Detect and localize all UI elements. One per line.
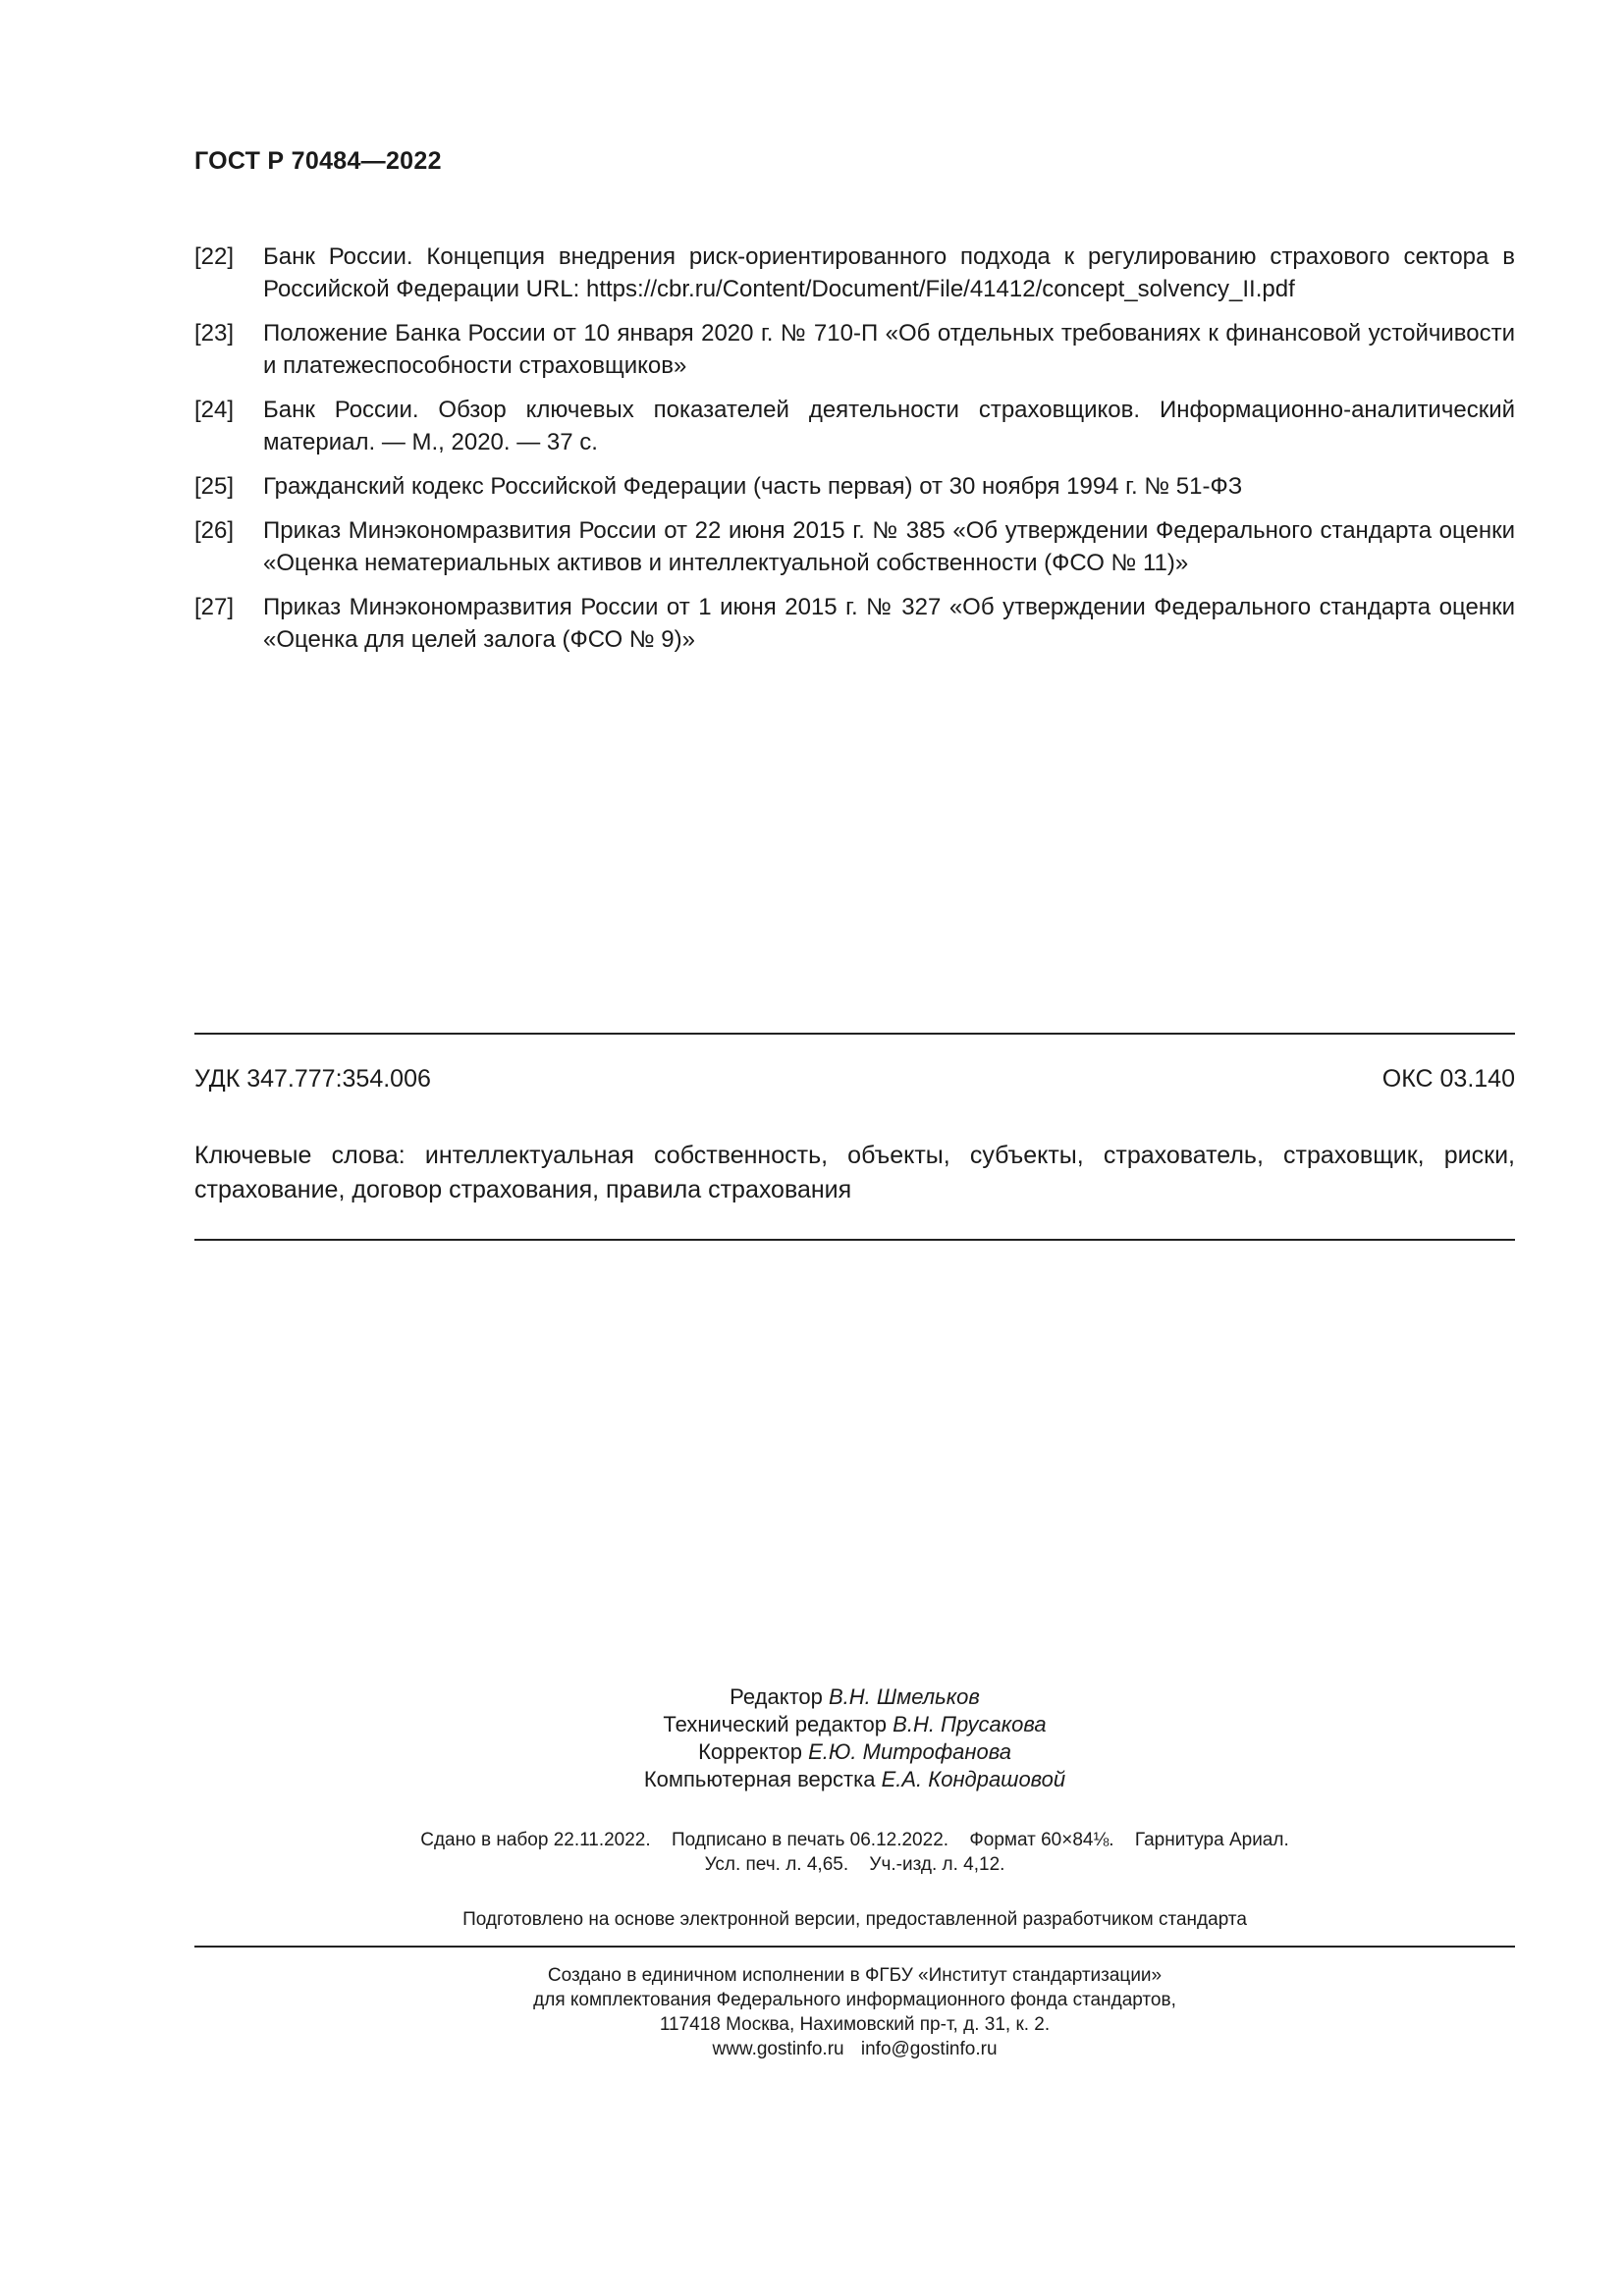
print-details-line [194,1828,1515,1852]
staff-role: Компьютерная верстка [643,1767,876,1791]
typeset-date: Сдано в набор 22.11.2022. [420,1830,651,1850]
paper-format: Формат 60×84⅛. [969,1830,1114,1850]
reference-text: Гражданский кодекс Российской Федерации (часть первая) от 30 ноября 1994 г. № 51-ФЗ [263,473,1243,500]
reference-number: [22] [194,243,235,270]
reference-item [194,394,1515,458]
publisher-sheets: Уч.-изд. л. 4,12. [869,1854,1005,1875]
standard-code-header: ГОСТ Р 70484—2022 [194,147,442,175]
publisher-line: Создано в единичном исполнении в ФГБУ «Институт стандартизации» [547,1965,1163,1986]
reference-text: Приказ Минэкономразвития России от 1 июня 2015 г. № 327 «Об утверждении Федерального стандарта оценки «Оценка для целей залога (ФСО № 9)» [263,594,1515,653]
reference-item [194,470,1515,503]
staff-name: Е.Ю. Митрофанова [808,1739,1011,1764]
staff-role: Технический редактор [663,1712,888,1736]
signed-date: Подписано в печать 06.12.2022. [671,1830,949,1850]
reference-text: Приказ Минэкономразвития России от 22 июня 2015 г. № 385 «Об утверждении Федерального стандарта оценки «Оценка нематериальных активов и интеллектуальной собственности (ФСО № 11)» [263,517,1515,576]
reference-item [194,317,1515,382]
divider-top [194,1033,1515,1035]
staff-line [194,1711,1515,1738]
staff-name: В.Н. Шмельков [829,1684,980,1709]
references-list [194,240,1515,667]
divider-bottom [194,1946,1515,1948]
keywords-paragraph: Ключевые слова: интеллектуальная собственность, объекты, субъекты, страхователь, страховщик, риски, страхование, договор страхования, правила страхования [194,1142,1515,1203]
reference-item [194,514,1515,579]
reference-number: [25] [194,473,235,500]
reference-text: Банк России. Обзор ключевых показателей деятельности страховщиков. Информационно-аналитический материал. — М., 2020. — 37 с. [263,397,1515,455]
staff-line [194,1683,1515,1711]
divider-middle [194,1239,1515,1241]
staff-name: Е.А. Кондрашовой [881,1767,1066,1791]
udk-code: УДК 347.777:354.006 [194,1065,431,1093]
reference-text: Банк России. Концепция внедрения риск-ориентированного подхода к регулированию страхового сектора в Российской Федерации URL: https://cbr.ru/Content/Document/File/41412/concept_solvency_II.pdf [263,243,1515,302]
publisher-contacts [194,2037,1515,2061]
typeface: Гарнитура Ариал. [1134,1830,1289,1850]
publisher-line: для комплектования Федерального информационного фонда стандартов, [533,1990,1176,2010]
staff-role: Редактор [730,1684,823,1709]
editorial-staff [194,1683,1515,1793]
reference-number: [26] [194,517,235,544]
staff-role: Корректор [698,1739,802,1764]
reference-number: [27] [194,594,235,620]
printed-sheets: Усл. печ. л. 4,65. [704,1854,849,1875]
staff-line [194,1766,1515,1793]
reference-item [194,240,1515,305]
print-details [194,1828,1515,1877]
publisher-info [194,1963,1515,2061]
staff-line [194,1738,1515,1766]
reference-item [194,591,1515,656]
reference-text: Положение Банка России от 10 января 2020 г. № 710-П «Об отдельных требованиях к финансовой устойчивости и платежеспособности страховщиков» [263,320,1515,379]
email-link[interactable]: info@gostinfo.ru [860,2039,998,2059]
staff-name: В.Н. Прусакова [893,1712,1047,1736]
publisher-address: 117418 Москва, Нахимовский пр-т, д. 31, к. 2. [659,2014,1051,2035]
oks-code: ОКС 03.140 [1381,1065,1515,1093]
website-link[interactable]: www.gostinfo.ru [712,2039,844,2059]
prepared-note: Подготовлено на основе электронной версии, предоставленной разработчиком стандарта [462,1909,1247,1930]
reference-number: [24] [194,397,235,423]
classification-codes [194,1065,1515,1094]
print-details-line [194,1852,1515,1877]
reference-number: [23] [194,320,235,347]
